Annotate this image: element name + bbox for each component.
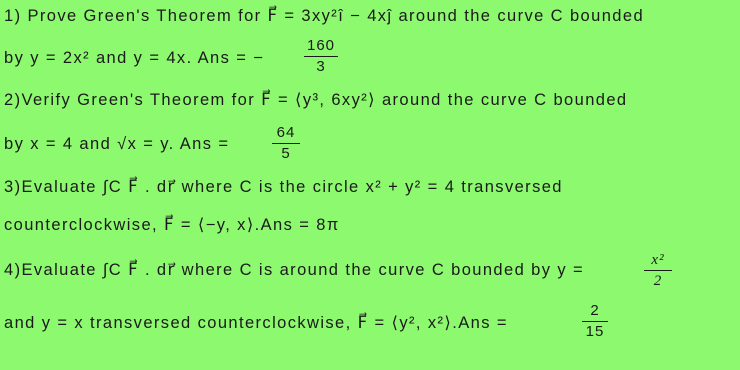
problem-2-answer-fraction [272, 124, 300, 163]
problem-4-condition-fraction [644, 251, 672, 290]
problem-2-line-1: 2)Verify Green's Theorem for F⃗ = ⟨y³, 6xy²⟩ around the curve C bounded [4, 91, 628, 109]
problem-1-line-2: by y = 2x² and y = 4x. Ans = − [4, 49, 265, 67]
fraction-bar [304, 56, 338, 57]
problem-1-answer-denominator: 3 [316, 58, 326, 75]
fraction-bar [582, 321, 608, 322]
problem-1-answer-numerator: 160 [306, 37, 336, 54]
problem-3-line-2: counterclockwise, F⃗ = ⟨−y, x⟩.Ans = 8π [4, 216, 340, 234]
fraction-bar [644, 270, 672, 271]
problem-4-condition-denominator: 2 [653, 273, 663, 289]
problem-4-answer-fraction [582, 302, 608, 341]
problem-2-line-2: by x = 4 and √x = y. Ans = [4, 135, 230, 153]
problem-4-line-1: 4)Evaluate ∫C F⃗ . dr⃗ where C is around the curve C bounded by y = [4, 261, 585, 279]
problem-3-line-1: 3)Evaluate ∫C F⃗ . dr⃗ where C is the circle x² + y² = 4 transversed [4, 178, 563, 196]
problem-4-line-2: and y = x transversed counterclockwise, F⃗ = ⟨y², x²⟩.Ans = [4, 314, 508, 332]
problem-1-answer-fraction [304, 37, 338, 76]
problem-4-answer-denominator: 15 [585, 323, 605, 340]
problem-2-answer-denominator: 5 [281, 145, 291, 162]
fraction-bar [272, 143, 300, 144]
problem-1-line-1: 1) Prove Green's Theorem for F⃗ = 3xy²î − 4xĵ around the curve C bounded [4, 7, 645, 25]
problem-4-condition-numerator: x² [651, 252, 665, 268]
problem-2-answer-numerator: 64 [276, 124, 296, 141]
problem-4-answer-numerator: 2 [590, 302, 600, 319]
